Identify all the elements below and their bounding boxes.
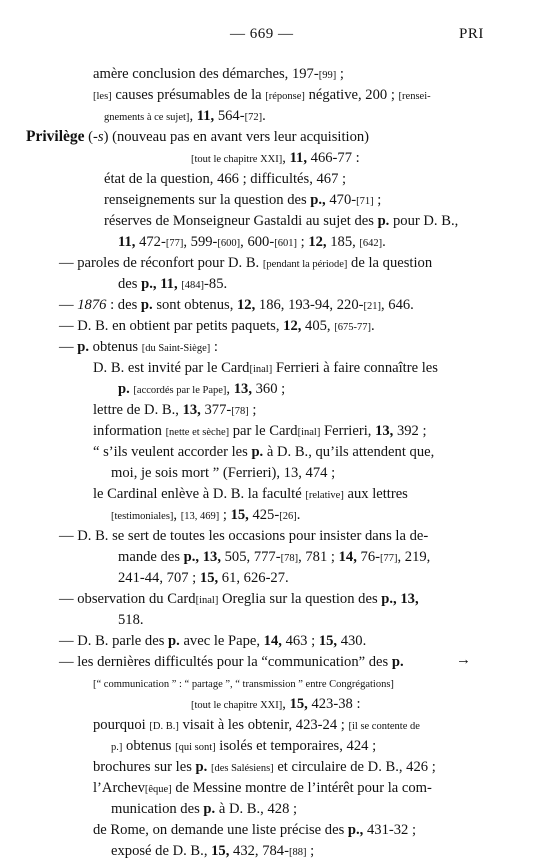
index-text: renseignements sur la question des: [104, 192, 311, 208]
index-text: [qui sont]: [175, 742, 216, 753]
index-line: [118, 274, 227, 296]
index-text: [réponse]: [265, 91, 305, 102]
index-text: 11,: [118, 234, 136, 250]
index-text: obtenus: [122, 738, 176, 754]
index-text: :: [210, 339, 218, 355]
index-text: de Rome, on demande une liste précise des: [93, 822, 348, 838]
index-text: 15,: [211, 843, 230, 859]
index-line: [93, 484, 408, 506]
index-text: des: [118, 276, 142, 292]
index-text: p.: [140, 297, 153, 313]
index-text: [inal]: [195, 595, 219, 606]
index-text: — D. B. se sert de toutes les occasions pour insister dans la de-: [59, 528, 429, 544]
index-text: sont obtenus,: [152, 297, 237, 313]
index-text: , 781 ;: [298, 549, 339, 565]
index-text: 241-44, 707 ;: [118, 570, 200, 586]
index-text: 392 ;: [393, 423, 427, 439]
index-text: , 646.: [380, 297, 414, 313]
index-text: à D. B., 428 ;: [215, 801, 298, 817]
index-text: —: [59, 339, 78, 355]
index-line: [59, 526, 428, 546]
index-text: 13,: [233, 381, 252, 397]
index-line: [104, 169, 346, 189]
index-text: [13, 469]: [180, 511, 220, 522]
index-text: mande des: [118, 549, 184, 565]
index-text: Privilège: [26, 128, 85, 145]
index-text: — paroles de réconfort pour D. B.: [59, 255, 263, 271]
index-line: [93, 85, 431, 107]
index-text: , 599-: [183, 234, 218, 250]
index-text: ,: [282, 696, 290, 712]
index-text: p.,: [183, 549, 200, 565]
index-text: p.,: [347, 822, 364, 838]
index-text: 466-77 :: [307, 150, 360, 166]
index-text: [77]: [165, 238, 184, 249]
index-text: par le Card: [229, 423, 298, 439]
index-text: gnements à ce sujet]: [104, 112, 190, 123]
index-line: [118, 379, 285, 401]
index-text: p.,: [381, 591, 397, 607]
index-line: [93, 715, 420, 737]
index-text: 431-32 ;: [363, 822, 417, 838]
index-text: 12,: [308, 234, 327, 250]
index-text: exposé de D. B.,: [111, 843, 212, 859]
index-text: 423-38 :: [307, 696, 361, 712]
index-line: [59, 295, 414, 317]
index-line: [104, 190, 381, 212]
index-text: [600]: [217, 238, 241, 249]
index-text: [88]: [288, 847, 307, 858]
index-text: 472-: [135, 234, 166, 250]
index-text: [pendant la période]: [262, 259, 348, 270]
index-text: ,: [282, 150, 290, 166]
index-text: 15,: [318, 633, 338, 649]
index-text: [êque]: [144, 784, 172, 795]
index-text: ;: [336, 66, 344, 82]
index-line: [93, 442, 434, 462]
index-line: [59, 631, 366, 651]
index-text: — D. B. parle des: [59, 633, 169, 649]
index-text: ;: [219, 507, 231, 523]
index-line: [93, 358, 438, 380]
index-text: p.,: [141, 276, 157, 292]
index-text: p.: [77, 339, 90, 355]
index-text: p.: [391, 654, 404, 670]
index-text: —: [59, 297, 78, 313]
index-text: 186, 193-94, 220-: [255, 297, 364, 313]
index-text: [des Salésiens]: [210, 763, 274, 774]
index-text: p.]: [111, 742, 123, 753]
index-text: isolés et temporaires, 424 ;: [215, 738, 377, 754]
index-line: [111, 799, 297, 819]
index-line: [118, 610, 144, 630]
index-text: [642]: [359, 238, 383, 249]
index-text: à D. B., qu’ils attendent que,: [263, 444, 435, 460]
index-text: pourquoi: [93, 717, 150, 733]
index-line: [111, 841, 314, 863]
index-text: ;: [248, 402, 257, 418]
index-text: ) (nouveau pas en avant vers leur acquisition): [103, 129, 370, 145]
index-line: [111, 736, 376, 758]
index-text: 14,: [263, 633, 282, 649]
index-text: 470-: [325, 192, 357, 208]
index-text: [26]: [279, 511, 297, 522]
index-text: : des: [106, 297, 141, 313]
index-line: [118, 568, 289, 588]
index-text: ,: [226, 381, 234, 397]
index-text: [675-77]: [334, 322, 371, 333]
index-text: causes présumables de la: [111, 87, 266, 103]
index-text: [78]: [280, 553, 299, 564]
index-text: 518.: [118, 612, 144, 628]
index-text: 1876: [77, 297, 107, 313]
index-line: [59, 337, 218, 359]
index-text: état de la question, 466 ; difficultés, 467 ;: [104, 171, 347, 187]
index-text: 12,: [283, 318, 302, 334]
index-line: [191, 694, 361, 716]
index-text: (: [84, 129, 94, 145]
index-text: [601]: [274, 238, 297, 249]
index-text: [D. B.]: [149, 721, 179, 732]
index-text: [99]: [318, 70, 337, 81]
index-text: .: [262, 108, 266, 124]
index-text: 15,: [230, 507, 249, 523]
index-text: information: [93, 423, 166, 439]
index-text: [du Saint-Siège]: [141, 343, 211, 354]
index-text: 564-: [214, 108, 245, 124]
index-line: [59, 652, 404, 672]
index-text: [tout le chapitre XXI]: [191, 154, 283, 165]
index-text: 15,: [199, 570, 219, 586]
index-text: [484]: [181, 280, 205, 291]
index-text: 14,: [338, 549, 357, 565]
index-text: .: [382, 234, 386, 250]
index-text: p.: [377, 213, 390, 229]
continuation-arrow-icon: →: [456, 652, 471, 668]
index-text: 425-: [248, 507, 280, 523]
index-text: de la question: [347, 255, 433, 271]
index-text: de Messine montre de l’intérêt pour la com-: [171, 780, 432, 796]
index-text: ;: [296, 234, 309, 250]
index-text: 13,: [400, 591, 419, 607]
index-text: 12,: [237, 297, 256, 313]
index-line: [59, 253, 432, 275]
page-number: — 669 —: [230, 26, 294, 42]
index-text: p.: [251, 444, 264, 460]
index-text: [relative]: [305, 490, 344, 501]
index-text: [tout le chapitre XXI]: [191, 700, 283, 711]
index-text: 185,: [326, 234, 360, 250]
index-line: [26, 127, 369, 147]
index-text: munication des: [111, 801, 204, 817]
index-text: p.: [168, 633, 180, 649]
index-text: pour D. B.,: [389, 213, 459, 229]
index-text: [nette et sèche]: [165, 427, 230, 438]
index-text: , 219,: [397, 549, 431, 565]
index-text: 13,: [182, 402, 201, 418]
index-text: ,: [189, 108, 197, 124]
index-text: [78]: [231, 406, 249, 417]
index-line: [111, 463, 335, 483]
index-text: [testimoniales]: [111, 511, 174, 522]
index-text: 11,: [289, 150, 307, 166]
index-text: brochures sur les: [93, 759, 196, 775]
index-line: [93, 757, 436, 779]
index-text: , 600-: [240, 234, 275, 250]
index-text: p.,: [310, 192, 326, 208]
index-text: [71]: [356, 196, 374, 207]
index-line: [118, 547, 430, 569]
index-text: ;: [306, 843, 315, 859]
index-text: 405,: [301, 318, 335, 334]
index-text: 505, 777-: [220, 549, 281, 565]
index-text: 13,: [375, 423, 394, 439]
index-line: [93, 673, 394, 695]
index-text: -s: [93, 129, 104, 145]
index-text: 13,: [202, 549, 221, 565]
index-text: [il se contente de: [348, 721, 420, 732]
index-text: 432, 784-: [229, 843, 289, 859]
index-text: .: [370, 318, 375, 334]
index-text: 377-: [200, 402, 232, 418]
index-text: 463 ;: [281, 633, 319, 649]
index-text: 15,: [289, 696, 308, 712]
page-header: [0, 26, 544, 46]
index-text: et circulaire de D. B., 426 ;: [273, 759, 436, 775]
index-text: -85.: [204, 276, 228, 292]
index-text: p.: [203, 801, 216, 817]
index-text: [21]: [363, 301, 381, 312]
index-text: 11,: [196, 108, 215, 124]
index-line: [118, 232, 386, 254]
index-text: [les]: [93, 91, 112, 102]
index-text: lettre de D. B.,: [93, 402, 183, 418]
index-text: aux lettres: [343, 486, 408, 502]
index-text: — D. B. en obtient par petits paquets,: [59, 318, 284, 334]
index-text: [72]: [244, 112, 263, 123]
index-text: avec le Pape,: [179, 633, 264, 649]
index-text: Ferrieri,: [320, 423, 376, 439]
index-line: [104, 106, 266, 128]
index-text: p.: [118, 381, 130, 397]
index-text: .: [296, 507, 301, 523]
index-text: l’Archev: [93, 780, 145, 796]
index-text: Oreglia sur la question des: [218, 591, 382, 607]
index-text: ;: [373, 192, 382, 208]
index-line: [59, 316, 375, 338]
index-text: visait à les obtenir, 423-24 ;: [178, 717, 349, 733]
index-text: [rensei-: [398, 91, 431, 102]
index-line: [104, 211, 458, 231]
index-text: obtenus: [89, 339, 142, 355]
index-line: [93, 421, 427, 443]
index-line: [93, 778, 432, 800]
index-text: — observation du Card: [59, 591, 196, 607]
index-line: [111, 505, 300, 527]
index-line: [191, 148, 360, 170]
index-line: [93, 400, 256, 422]
index-text: [“ communication ” : “ partage ”, “ transmission ” entre Congrégations]: [93, 679, 394, 690]
index-text: le Cardinal enlève à D. B. la faculté: [93, 486, 306, 502]
index-text: réserves de Monseigneur Gastaldi au sujet des: [104, 213, 378, 229]
index-text: — les dernières difficultés pour la “communication” des: [59, 654, 392, 670]
index-line: [93, 64, 344, 86]
index-text: 430.: [337, 633, 367, 649]
index-text: D. B. est invité par le Card: [93, 360, 250, 376]
index-text: 360 ;: [251, 381, 286, 397]
index-text: [77]: [379, 553, 398, 564]
index-text: “ s’ils veulent accorder les: [93, 444, 252, 460]
index-text: négative, 200 ;: [304, 87, 399, 103]
index-text: [accordés par le Pape]: [133, 385, 227, 396]
index-text: 11,: [160, 276, 178, 292]
index-text: moi, je sois mort ” (Ferrieri), 13, 474 ;: [111, 465, 336, 481]
index-line: [93, 820, 416, 840]
index-text: [inal]: [249, 364, 273, 375]
index-text: 61, 626-27.: [218, 570, 289, 586]
index-text: amère conclusion des démarches, 197-: [93, 66, 319, 82]
index-text: ,: [173, 507, 181, 523]
index-text: [inal]: [297, 427, 321, 438]
index-line: [59, 589, 419, 611]
index-text: Ferrieri à faire connaître les: [272, 360, 438, 376]
index-text: 76-: [356, 549, 380, 565]
index-text: p.: [195, 759, 208, 775]
guide-word: PRI: [459, 26, 484, 42]
